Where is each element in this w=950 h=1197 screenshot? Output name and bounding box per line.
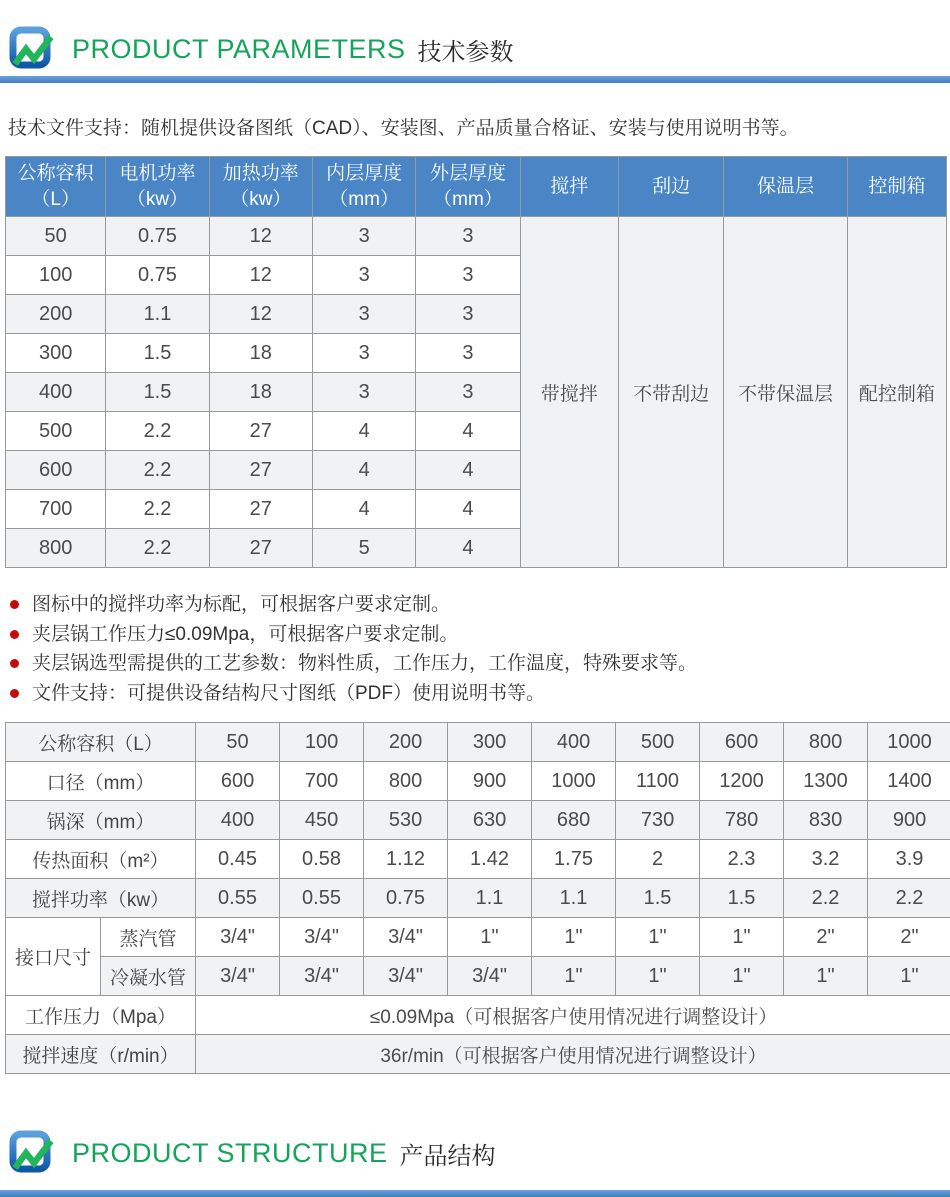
row-label: 公称容积（L） xyxy=(6,723,196,762)
header-unit: （mm） xyxy=(313,187,415,212)
spec-header-row xyxy=(6,157,947,217)
dimension-cell: 3/4" xyxy=(280,918,364,957)
dimension-cell: 0.75 xyxy=(364,879,448,918)
spec-cell: 3 xyxy=(312,295,415,334)
dimension-row xyxy=(6,879,950,918)
note-text: 图标中的搅拌功率为标配，可根据客户要求定制。 xyxy=(32,590,450,620)
dimension-row xyxy=(6,801,950,840)
dimension-cell: 1" xyxy=(448,918,532,957)
dimension-cell: 1.75 xyxy=(532,840,616,879)
dimension-cell: 780 xyxy=(700,801,784,840)
header-line: 保温层 xyxy=(724,174,846,199)
spec-cell: 2.2 xyxy=(106,490,209,529)
dimension-cell: 400 xyxy=(196,801,280,840)
dimension-cell: 100 xyxy=(280,723,364,762)
spec-merged-cell: 不带刮边 xyxy=(618,217,723,568)
dimension-cell: 1" xyxy=(532,957,616,996)
spec-cell: 12 xyxy=(209,256,312,295)
row-label: 工作压力（Mpa） xyxy=(6,996,196,1035)
dimension-row xyxy=(6,723,950,762)
dimension-cell: 630 xyxy=(448,801,532,840)
dimension-cell: 0.55 xyxy=(196,879,280,918)
spec-cell: 4 xyxy=(416,490,520,529)
spec-cell: 500 xyxy=(6,412,106,451)
header-line: 控制箱 xyxy=(848,174,946,199)
spec-row xyxy=(6,217,947,256)
spec-cell: 0.75 xyxy=(106,217,209,256)
row-sublabel: 冷凝水管 xyxy=(101,957,196,996)
dimension-cell: 1" xyxy=(616,957,700,996)
spec-cell: 27 xyxy=(209,412,312,451)
spec-cell: 3 xyxy=(312,334,415,373)
bullet-icon xyxy=(10,659,19,668)
spec-cell: 12 xyxy=(209,217,312,256)
spec-cell: 2.2 xyxy=(106,529,209,568)
section-title-en: PRODUCT PARAMETERS xyxy=(72,34,406,65)
brand-logo-icon xyxy=(8,26,58,72)
spec-cell: 4 xyxy=(312,490,415,529)
row-label: 口径（mm） xyxy=(6,762,196,801)
note-text: 文件支持：可提供设备结构尺寸图纸（PDF）使用说明书等。 xyxy=(32,679,545,709)
dimension-cell: 2 xyxy=(616,840,700,879)
spec-merged-cell: 配控制箱 xyxy=(847,217,946,568)
spec-cell: 5 xyxy=(312,529,415,568)
dimension-cell: 0.58 xyxy=(280,840,364,879)
dimension-table xyxy=(5,722,950,1074)
dimension-cell: 600 xyxy=(196,762,280,801)
spec-cell: 3 xyxy=(416,256,520,295)
spec-column-header xyxy=(106,157,209,217)
dimension-cell: 1.1 xyxy=(532,879,616,918)
dimension-cell: 300 xyxy=(448,723,532,762)
spec-cell: 3 xyxy=(416,373,520,412)
note-text: 夹层锅选型需提供的工艺参数：物料性质，工作压力，工作温度，特殊要求等。 xyxy=(32,649,697,679)
dimension-row xyxy=(6,918,950,957)
dimension-cell: 3/4" xyxy=(196,918,280,957)
dimension-cell: 1" xyxy=(868,957,950,996)
spec-cell: 0.75 xyxy=(106,256,209,295)
dimension-row xyxy=(6,1035,950,1074)
dimension-cell: 3/4" xyxy=(196,957,280,996)
spec-column-header xyxy=(520,157,618,217)
dimension-cell: 3/4" xyxy=(448,957,532,996)
section-header-structure xyxy=(0,1074,950,1182)
spec-cell: 4 xyxy=(416,412,520,451)
dimension-table-body xyxy=(6,723,950,1074)
dimension-cell: 3/4" xyxy=(364,918,448,957)
spec-cell: 3 xyxy=(312,373,415,412)
spec-cell: 12 xyxy=(209,295,312,334)
intro-text: 技术文件支持：随机提供设备图纸（CAD）、安装图、产品质量合格证、安装与使用说明书等。 xyxy=(8,113,950,140)
spec-cell: 3 xyxy=(312,217,415,256)
note-item xyxy=(10,649,950,679)
dimension-cell: 50 xyxy=(196,723,280,762)
header-line: 电机功率 xyxy=(106,161,208,186)
dimension-cell: 800 xyxy=(784,723,868,762)
dimension-cell: 530 xyxy=(364,801,448,840)
dimension-cell: 1000 xyxy=(532,762,616,801)
row-group-label: 接口尺寸 xyxy=(6,918,101,996)
spec-cell: 600 xyxy=(6,451,106,490)
spec-column-header xyxy=(724,157,847,217)
row-label: 传热面积（m²） xyxy=(6,840,196,879)
dimension-cell: 1" xyxy=(700,957,784,996)
dimension-cell: 1" xyxy=(616,918,700,957)
spec-column-header xyxy=(416,157,520,217)
dimension-cell: 700 xyxy=(280,762,364,801)
bullet-icon xyxy=(10,630,19,639)
dimension-cell: 500 xyxy=(616,723,700,762)
spec-cell: 50 xyxy=(6,217,106,256)
dimension-cell: 2" xyxy=(784,918,868,957)
note-item xyxy=(10,679,950,709)
spec-table xyxy=(5,156,947,568)
header-unit: （kw） xyxy=(210,187,312,212)
spec-merged-cell: 带搅拌 xyxy=(520,217,618,568)
dimension-cell: 1100 xyxy=(616,762,700,801)
dimension-cell: 1300 xyxy=(784,762,868,801)
spec-cell: 3 xyxy=(416,295,520,334)
spec-cell: 3 xyxy=(312,256,415,295)
dimension-cell: 3.2 xyxy=(784,840,868,879)
spec-cell: 1.1 xyxy=(106,295,209,334)
dimension-cell: 450 xyxy=(280,801,364,840)
dimension-row xyxy=(6,996,950,1035)
dimension-cell: 1" xyxy=(784,957,868,996)
dimension-cell: 1.5 xyxy=(700,879,784,918)
dimension-cell: 3/4" xyxy=(364,957,448,996)
dimension-cell: 1.1 xyxy=(448,879,532,918)
dimension-cell: 3.9 xyxy=(868,840,950,879)
section-title-zh: 产品结构 xyxy=(400,1136,496,1171)
spec-cell: 3 xyxy=(416,334,520,373)
dimension-merged-cell: 36r/min（可根据客户使用情况进行调整设计） xyxy=(196,1035,950,1074)
spec-cell: 700 xyxy=(6,490,106,529)
spec-cell: 400 xyxy=(6,373,106,412)
header-line: 外层厚度 xyxy=(416,161,519,186)
bullet-icon xyxy=(10,600,19,609)
dimension-cell: 2.2 xyxy=(868,879,950,918)
spec-cell: 4 xyxy=(416,451,520,490)
dimension-cell: 830 xyxy=(784,801,868,840)
spec-cell: 2.2 xyxy=(106,412,209,451)
dimension-cell: 600 xyxy=(700,723,784,762)
row-sublabel: 蒸汽管 xyxy=(101,918,196,957)
dimension-cell: 680 xyxy=(532,801,616,840)
dimension-cell: 1.12 xyxy=(364,840,448,879)
section-title-en: PRODUCT STRUCTURE xyxy=(72,1138,388,1169)
dimension-cell: 3/4" xyxy=(280,957,364,996)
dimension-row xyxy=(6,840,950,879)
dimension-cell: 1" xyxy=(532,918,616,957)
dimension-cell: 2.3 xyxy=(700,840,784,879)
dimension-row xyxy=(6,957,950,996)
dimension-cell: 730 xyxy=(616,801,700,840)
spec-cell: 1.5 xyxy=(106,334,209,373)
header-unit: （L） xyxy=(6,187,105,212)
spec-column-header xyxy=(6,157,106,217)
dimension-cell: 0.45 xyxy=(196,840,280,879)
dimension-cell: 800 xyxy=(364,762,448,801)
note-text: 夹层锅工作压力≤0.09Mpa，可根据客户要求定制。 xyxy=(32,620,458,650)
brand-logo-icon xyxy=(8,1130,58,1176)
spec-cell: 2.2 xyxy=(106,451,209,490)
dimension-cell: 1200 xyxy=(700,762,784,801)
spec-cell: 4 xyxy=(312,412,415,451)
dimension-cell: 0.55 xyxy=(280,879,364,918)
section-divider-bottom xyxy=(0,1190,950,1197)
spec-cell: 18 xyxy=(209,373,312,412)
spec-table-body xyxy=(6,217,947,568)
spec-merged-cell: 不带保温层 xyxy=(724,217,847,568)
spec-cell: 800 xyxy=(6,529,106,568)
spec-cell: 4 xyxy=(416,529,520,568)
bullet-icon xyxy=(10,689,19,698)
header-line: 搅拌 xyxy=(521,174,618,199)
section-title-zh: 技术参数 xyxy=(418,32,514,67)
row-label: 搅拌速度（r/min） xyxy=(6,1035,196,1074)
spec-column-header xyxy=(847,157,946,217)
spec-cell: 100 xyxy=(6,256,106,295)
section-header-parameters xyxy=(0,0,950,76)
spec-cell: 1.5 xyxy=(106,373,209,412)
dimension-cell: 1400 xyxy=(868,762,950,801)
dimension-cell: 900 xyxy=(448,762,532,801)
dimension-cell: 1000 xyxy=(868,723,950,762)
spec-cell: 27 xyxy=(209,451,312,490)
dimension-cell: 1.42 xyxy=(448,840,532,879)
row-label: 锅深（mm） xyxy=(6,801,196,840)
dimension-cell: 2.2 xyxy=(784,879,868,918)
spec-cell: 200 xyxy=(6,295,106,334)
dimension-cell: 200 xyxy=(364,723,448,762)
header-unit: （kw） xyxy=(106,187,208,212)
dimension-cell: 400 xyxy=(532,723,616,762)
notes-list xyxy=(10,590,950,708)
header-line: 内层厚度 xyxy=(313,161,415,186)
dimension-cell: 2" xyxy=(868,918,950,957)
spec-cell: 27 xyxy=(209,529,312,568)
spec-cell: 3 xyxy=(416,217,520,256)
spec-cell: 4 xyxy=(312,451,415,490)
spec-cell: 18 xyxy=(209,334,312,373)
spec-column-header xyxy=(618,157,723,217)
spec-column-header xyxy=(209,157,312,217)
spec-cell: 27 xyxy=(209,490,312,529)
spec-table-head xyxy=(6,157,947,217)
note-item xyxy=(10,620,950,650)
dimension-cell: 1.5 xyxy=(616,879,700,918)
dimension-cell: 1" xyxy=(700,918,784,957)
header-unit: （mm） xyxy=(416,187,519,212)
header-line: 刮边 xyxy=(619,174,723,199)
header-line: 加热功率 xyxy=(210,161,312,186)
spec-column-header xyxy=(312,157,415,217)
note-item xyxy=(10,590,950,620)
spec-cell: 300 xyxy=(6,334,106,373)
header-line: 公称容积 xyxy=(6,161,105,186)
row-label: 搅拌功率（kw） xyxy=(6,879,196,918)
dimension-row xyxy=(6,762,950,801)
section-divider xyxy=(0,76,950,83)
dimension-cell: 900 xyxy=(868,801,950,840)
dimension-merged-cell: ≤0.09Mpa（可根据客户使用情况进行调整设计） xyxy=(196,996,950,1035)
